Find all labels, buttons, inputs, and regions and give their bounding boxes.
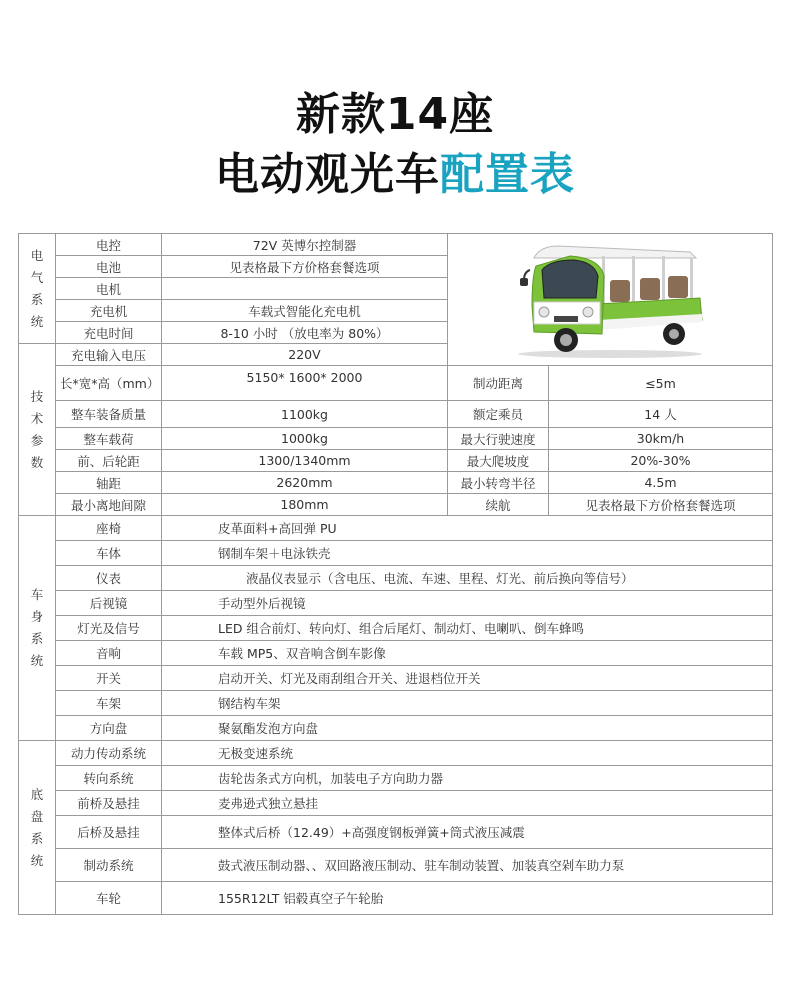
table-row (19, 741, 773, 766)
row-label: 电控 (56, 234, 162, 256)
page-title-line2 (0, 138, 790, 202)
row-label: 长*宽*高（mm） (56, 366, 162, 401)
row-value: 车载式智能化充电机 (162, 300, 448, 322)
section-char: 身 (30, 609, 44, 624)
row-label: 车架 (56, 691, 162, 716)
section-char: 电 (30, 247, 44, 263)
row-label: 灯光及信号 (56, 616, 162, 641)
row-value: 见表格最下方价格套餐选项 (162, 256, 448, 278)
row-label: 后桥及悬挂 (56, 816, 162, 849)
row-label-2: 制动距离 (448, 366, 549, 401)
section-char: 底 (30, 786, 44, 802)
row-label-2: 续航 (448, 494, 549, 516)
row-label: 车轮 (56, 882, 162, 915)
vehicle-image (448, 234, 773, 366)
section-char: 统 (30, 653, 44, 668)
row-label: 充电输入电压 (56, 344, 162, 366)
row-label: 座椅 (56, 516, 162, 541)
table-row (19, 616, 773, 641)
row-label: 动力传动系统 (56, 741, 162, 766)
section-chassis (19, 741, 56, 915)
row-value-2: ≤5m (549, 366, 773, 401)
table-row (19, 591, 773, 616)
row-value: 车载 MP5、双音响含倒车影像 (162, 641, 773, 666)
row-value: 整体式后桥（12.49）+高强度钢板弹簧+筒式液压减震 (162, 816, 773, 849)
table-row (19, 791, 773, 816)
row-value: 72V 英博尔控制器 (162, 234, 448, 256)
row-value (162, 278, 448, 300)
row-label-2: 最大爬坡度 (448, 450, 549, 472)
row-label-2: 最小转弯半径 (448, 472, 549, 494)
row-label: 转向系统 (56, 766, 162, 791)
row-label: 电池 (56, 256, 162, 278)
row-value-2: 4.5m (549, 472, 773, 494)
table-row (19, 641, 773, 666)
section-char: 系 (30, 830, 44, 846)
section-char: 统 (30, 852, 44, 868)
section-char: 数 (30, 454, 44, 470)
row-value: 5150* 1600* 2000 (162, 366, 448, 401)
row-label: 开关 (56, 666, 162, 691)
row-label: 方向盘 (56, 716, 162, 741)
section-char: 统 (30, 313, 44, 329)
section-char: 系 (30, 291, 44, 307)
row-value: LED 组合前灯、转向灯、组合后尾灯、制动灯、电喇叭、倒车蜂鸣 (162, 616, 773, 641)
row-value: 2620mm (162, 472, 448, 494)
row-value: 手动型外后视镜 (162, 591, 773, 616)
spec-table (18, 233, 773, 915)
table-row (19, 882, 773, 915)
row-label: 音响 (56, 641, 162, 666)
table-row (19, 450, 773, 472)
row-value: 1000kg (162, 428, 448, 450)
row-label: 后视镜 (56, 591, 162, 616)
section-char: 车 (30, 587, 44, 602)
row-value: 钢结构车架 (162, 691, 773, 716)
section-electric (19, 234, 56, 344)
row-value: 8-10 小时 （放电率为 80%） (162, 322, 448, 344)
title-main: 电动观光车 (215, 149, 440, 200)
row-label: 前、后轮距 (56, 450, 162, 472)
row-value: 皮革面料+高回弹 PU (162, 516, 773, 541)
title-accent: 配置表 (440, 149, 575, 200)
row-value: 液晶仪表显示（含电压、电流、车速、里程、灯光、前后换向等信号） (162, 566, 773, 591)
row-value: 220V (162, 344, 448, 366)
section-char: 参 (30, 432, 44, 448)
section-char: 术 (30, 410, 44, 426)
table-row (19, 428, 773, 450)
section-char: 盘 (30, 808, 44, 824)
page-title-line1: 新款14座 (295, 89, 495, 140)
table-row (19, 566, 773, 591)
section-technical (19, 344, 56, 516)
table-row (19, 716, 773, 741)
table-row (19, 401, 773, 428)
section-char: 气 (30, 269, 44, 285)
section-body (19, 516, 56, 741)
row-value: 麦弗逊式独立悬挂 (162, 791, 773, 816)
row-value-2: 20%-30% (549, 450, 773, 472)
row-value: 鼓式液压制动器、、双回路液压制动、驻车制动装置、加装真空剁车助力泵 (162, 849, 773, 882)
row-label: 充电时间 (56, 322, 162, 344)
row-label: 制动系统 (56, 849, 162, 882)
row-value: 聚氨酯发泡方向盘 (162, 716, 773, 741)
row-label: 车体 (56, 541, 162, 566)
row-value: 钢制车架＋电泳铁壳 (162, 541, 773, 566)
row-value: 1300/1340mm (162, 450, 448, 472)
table-row (19, 366, 773, 401)
row-label-2: 额定乘员 (448, 401, 549, 428)
table-row (19, 816, 773, 849)
row-label: 电机 (56, 278, 162, 300)
section-char: 系 (30, 631, 44, 646)
row-label: 充电机 (56, 300, 162, 322)
table-row (19, 849, 773, 882)
row-value-2: 30km/h (549, 428, 773, 450)
row-value: 齿轮齿条式方向机，加装电子方向助力器 (162, 766, 773, 791)
table-row (19, 666, 773, 691)
sightseeing-cart-icon (510, 236, 710, 360)
table-row (19, 541, 773, 566)
row-label: 整车载荷 (56, 428, 162, 450)
row-value: 155R12LT 铝毂真空子午轮胎 (162, 882, 773, 915)
table-row (19, 494, 773, 516)
row-label: 轴距 (56, 472, 162, 494)
row-value: 启动开关、灯光及雨刮组合开关、进退档位开关 (162, 666, 773, 691)
table-row (19, 472, 773, 494)
row-value: 180mm (162, 494, 448, 516)
row-label: 最小离地间隙 (56, 494, 162, 516)
row-value-2: 14 人 (549, 401, 773, 428)
row-label: 前桥及悬挂 (56, 791, 162, 816)
row-label: 整车装备质量 (56, 401, 162, 428)
row-value: 无极变速系统 (162, 741, 773, 766)
table-row (19, 234, 773, 256)
table-row (19, 516, 773, 541)
table-row (19, 691, 773, 716)
row-label-2: 最大行驶速度 (448, 428, 549, 450)
row-label: 仪表 (56, 566, 162, 591)
table-row (19, 766, 773, 791)
row-value: 1100kg (162, 401, 448, 428)
section-char: 技 (30, 388, 44, 404)
row-value-2: 见表格最下方价格套餐选项 (549, 494, 773, 516)
